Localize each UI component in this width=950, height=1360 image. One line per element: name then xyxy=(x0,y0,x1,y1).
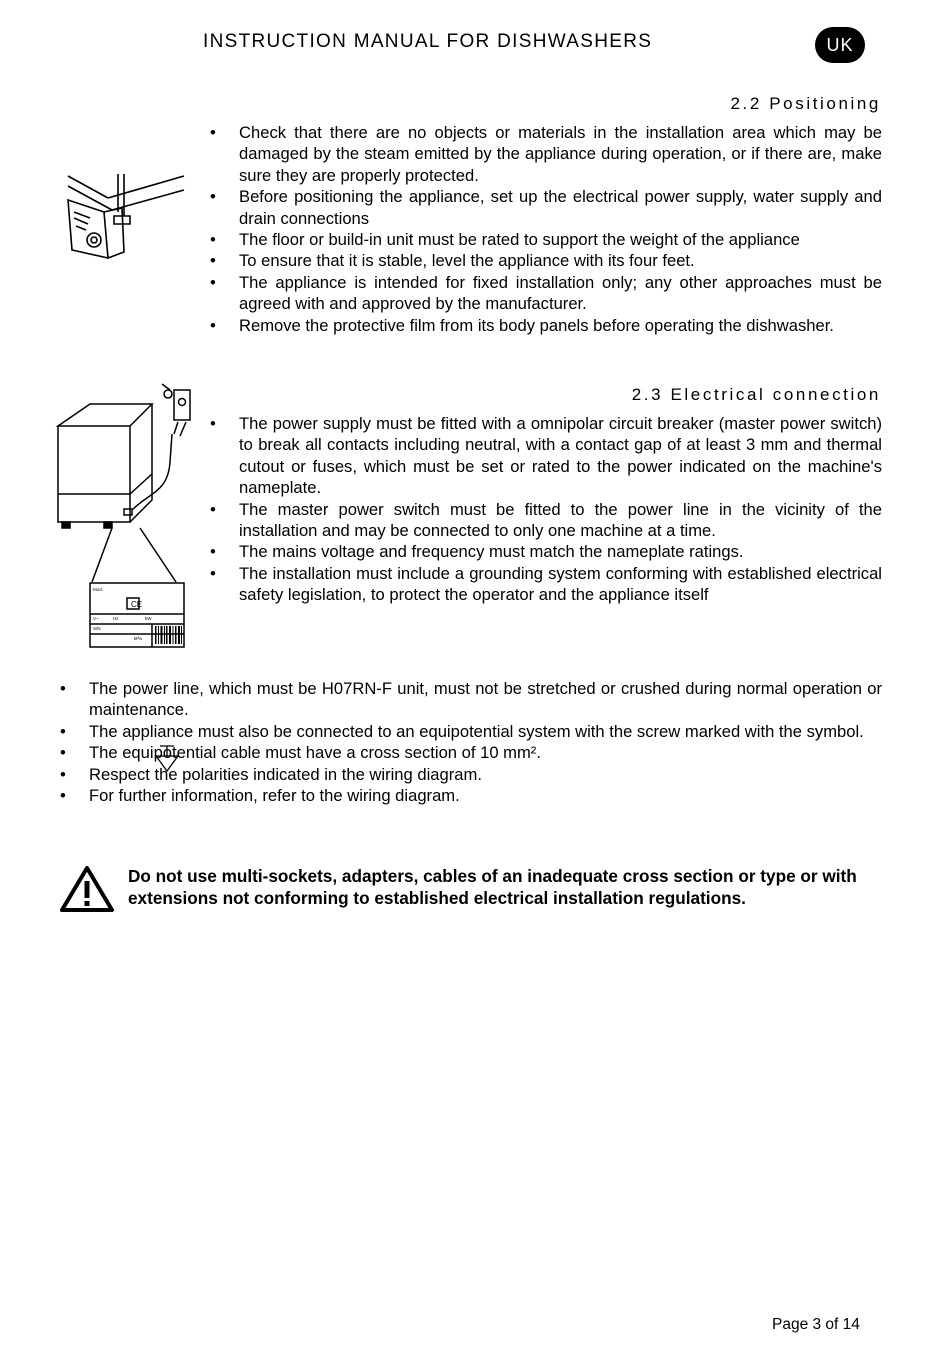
warning-triangle-icon xyxy=(58,864,116,914)
warning-text: Do not use multi-sockets, adapters, cables of an inadequate cross section or type or with extensions not conforming to established electrical installation regulations. xyxy=(128,866,857,908)
appliance-foot-illustration xyxy=(64,172,189,267)
bullet: • xyxy=(210,230,216,250)
list-item: • The master power switch must be fitted to the power line in the vicinity of the installation and may be connected to only one machine at a time. xyxy=(210,499,882,541)
page-number: Page 3 of 14 xyxy=(772,1316,860,1333)
bullet: • xyxy=(210,187,216,207)
list-item: • To ensure that it is stable, level the appliance with its four feet. xyxy=(210,251,695,271)
bullet: • xyxy=(60,764,66,784)
list-item: • Check that there are no objects or materials in the installation area which may be damaged by the steam emitted by the appliance during operation, or if there are, make sure they are properly protected. xyxy=(210,123,882,185)
bullet: • xyxy=(210,315,216,335)
nameplate-hz-field: Hz xyxy=(113,616,119,621)
section-heading-positioning: 2.2 Positioning xyxy=(730,94,881,113)
list-item: • For further information, refer to the wiring diagram. xyxy=(60,786,460,806)
bullet: • xyxy=(210,251,216,271)
bullet: • xyxy=(210,542,216,562)
equipotential-icon xyxy=(152,744,182,774)
bullet: • xyxy=(210,272,216,292)
list-item: • Respect the polarities indicated in the wiring diagram. xyxy=(60,764,482,784)
list-item: • The mains voltage and frequency must match the nameplate ratings. xyxy=(210,542,744,562)
list-item: • The floor or build-in unit must be rated to support the weight of the appliance xyxy=(210,230,800,250)
positioning-list xyxy=(210,122,882,336)
general-list xyxy=(60,678,882,806)
section-heading-electrical: 2.3 Electrical connection xyxy=(631,385,881,404)
list-item: • Before positioning the appliance, set up the electrical power supply, water supply and drain connections xyxy=(210,187,882,228)
bullet: • xyxy=(60,743,66,763)
nameplate-kpa-field: kPa xyxy=(134,636,142,641)
bullet: • xyxy=(210,414,216,433)
nameplate-model-field: Mod. xyxy=(93,587,104,592)
list-item: • The equipotential cable must have a cross section of 10 mm². xyxy=(60,743,541,763)
page-title: INSTRUCTION MANUAL FOR DISHWASHERS xyxy=(203,31,653,52)
bullet: • xyxy=(210,123,216,142)
bullet: • xyxy=(60,721,66,741)
bullet: • xyxy=(210,499,216,519)
language-badge: UK xyxy=(815,27,865,63)
bullet: • xyxy=(210,563,216,583)
list-item: • The appliance must also be connected to an equipotential system with the screw marked with the symbol. xyxy=(60,721,864,741)
nameplate-kw-field: kW xyxy=(145,616,152,621)
nameplate-sn-field: S/N xyxy=(93,626,101,631)
list-item: • The power line, which must be H07RN-F unit, must not be stretched or crushed during normal operation or maintenance. xyxy=(60,679,882,720)
bullet: • xyxy=(60,679,66,698)
bullet: • xyxy=(60,786,66,806)
nameplate-barcode xyxy=(155,626,182,644)
list-item: • The power supply must be fitted with a omnipolar circuit breaker (master power switch) to break all contacts including neutral, with a contact gap of at least 3 mm and thermal cutout or fuses, which must be set or rated to the power indicated on the machine's nameplate. xyxy=(210,414,882,498)
ce-mark: CE xyxy=(131,600,143,609)
electrical-connection-illustration xyxy=(50,382,200,650)
list-item: • Remove the protective film from its body panels before operating the dishwasher. xyxy=(210,315,834,335)
nameplate-voltage-field: V~ xyxy=(93,616,99,621)
electrical-list xyxy=(210,413,882,606)
list-item: • The installation must include a grounding system conforming with established electrical safety legislation, to protect the operator and the appliance itself xyxy=(210,563,882,605)
list-item: • The appliance is intended for fixed installation only; any other approaches must be agreed with and approved by the manufacturer. xyxy=(210,272,882,314)
